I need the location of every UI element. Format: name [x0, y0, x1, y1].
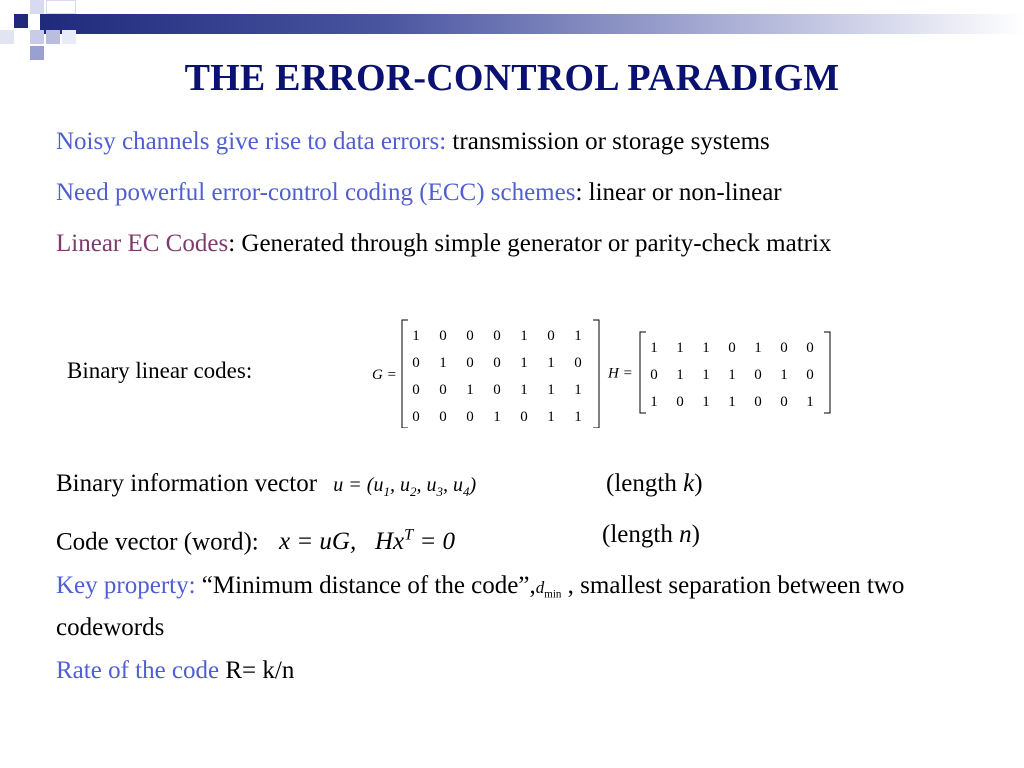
matrix-entry: 0 — [676, 394, 684, 410]
matrix-entry: 0 — [754, 394, 762, 410]
dmin-symbol: $d_{min}$ — [535, 578, 562, 601]
matrix-entry: 0 — [650, 367, 658, 383]
matrix-entry: 1 — [574, 382, 582, 398]
bullet-text: Binary information vector — [56, 470, 318, 497]
matrix-entry: 0 — [412, 355, 420, 371]
matrix-entry: 0 — [547, 328, 555, 344]
matrix-entry: 0 — [806, 367, 814, 383]
bullet-noisy-channels — [56, 125, 976, 159]
decor-square — [46, 0, 76, 14]
left-bracket — [640, 332, 646, 413]
bullet-code-rate — [56, 654, 976, 688]
bullet-text: “Minimum distance of the code”, — [195, 572, 536, 599]
matrix-entry: 1 — [547, 355, 555, 371]
info-vector-formula: $u = (u_1$, $u_2$, $u_3$, $u_4$) — [333, 474, 477, 499]
bullet-text: R= k/n — [219, 657, 295, 684]
matrix-entry: 1 — [547, 409, 555, 425]
bullet-ecc-schemes — [56, 176, 976, 210]
parity-check-matrix — [607, 332, 830, 413]
bullet-text: Code vector (word): — [56, 528, 259, 556]
matrix-entry: 1 — [520, 382, 528, 398]
bullet-info-vector — [56, 467, 976, 509]
length-k: (length k) — [606, 470, 703, 497]
matrix-entry: 1 — [780, 367, 788, 383]
matrix-entry: 0 — [412, 409, 420, 425]
bullet-colored-text: Key property: — [56, 572, 196, 599]
matrix-entry: 1 — [574, 328, 582, 344]
decor-square — [62, 30, 76, 44]
matrix-entry: 0 — [439, 409, 447, 425]
binary-linear-codes-label: Binary linear codes: — [67, 358, 253, 383]
matrix-entry: 0 — [806, 340, 814, 356]
matrix-entry: 0 — [780, 394, 788, 410]
bullet-text: , smallest separation between two codewords — [56, 572, 905, 642]
bullet-text: : Generated through simple generator or parity-check matrix — [228, 230, 832, 257]
bullet-key-property — [56, 569, 966, 645]
matrix-entry: 0 — [754, 367, 762, 383]
bullet-linear-ec-codes — [56, 227, 956, 261]
matrix-entry: 0 — [493, 328, 501, 344]
matrix-entry: 1 — [702, 340, 710, 356]
slide-title: THE ERROR-CONTROL PARADIGM — [184, 57, 840, 99]
matrix-entry: 1 — [702, 394, 710, 410]
matrix-entry: 0 — [728, 340, 736, 356]
bullet-colored-text: Linear EC Codes — [56, 230, 229, 257]
bullet-text: transmission or storage systems — [446, 128, 770, 155]
decor-square — [0, 30, 14, 44]
matrix-entry: 1 — [547, 382, 555, 398]
matrix-label: G = — [372, 367, 397, 383]
matrix-label: H = — [608, 365, 633, 382]
generator-matrix — [372, 320, 599, 428]
matrix-entry: 0 — [520, 409, 528, 425]
header-gradient-bar — [40, 14, 1024, 34]
bullet-colored-text: Need powerful error-control coding (ECC) schemes — [56, 179, 576, 206]
right-bracket — [593, 320, 599, 428]
matrix-entry: 0 — [493, 382, 501, 398]
bullet-colored-text: Noisy channels give rise to data errors: — [56, 128, 447, 155]
matrix-entry: 0 — [412, 382, 420, 398]
matrix-entry: 0 — [493, 355, 501, 371]
code-vector-formula: x = uG, $Hx^T = 0$ — [278, 526, 456, 556]
matrix-entry: 1 — [702, 367, 710, 383]
matrix-entry: 1 — [728, 394, 736, 410]
matrix-entry: 0 — [439, 328, 447, 344]
matrix-entry: 1 — [412, 328, 420, 344]
left-bracket — [402, 320, 408, 428]
matrix-entry: 1 — [676, 367, 684, 383]
length-n: (length n) — [602, 521, 700, 548]
decor-square — [30, 0, 44, 14]
matrix-entry: 1 — [754, 340, 762, 356]
bullet-colored-text: Rate of the code — [56, 657, 220, 684]
matrix-entry: 0 — [439, 382, 447, 398]
decor-square — [30, 30, 44, 44]
matrix-entry: 1 — [520, 355, 528, 371]
matrices-figure — [360, 316, 840, 428]
matrix-entry: 1 — [520, 328, 528, 344]
matrix-entry: 0 — [466, 409, 474, 425]
matrix-entry: 0 — [466, 328, 474, 344]
decor-square — [14, 14, 28, 28]
bullet-code-vector — [56, 518, 976, 559]
matrix-entry: 1 — [806, 394, 814, 410]
matrix-entry: 1 — [650, 394, 658, 410]
matrix-entry: 1 — [676, 340, 684, 356]
right-bracket — [824, 332, 830, 413]
matrix-entry: 1 — [728, 367, 736, 383]
matrix-entry: 1 — [493, 409, 501, 425]
bullet-text: : linear or non-linear — [575, 179, 782, 206]
matrix-entry: 1 — [650, 340, 658, 356]
matrix-entry: 1 — [466, 382, 474, 398]
matrix-entry: 1 — [574, 409, 582, 425]
decor-square — [46, 30, 60, 44]
matrix-entry: 1 — [439, 355, 447, 371]
matrix-entry: 0 — [574, 355, 582, 371]
matrix-entry: 0 — [466, 355, 474, 371]
matrix-entry: 0 — [780, 340, 788, 356]
